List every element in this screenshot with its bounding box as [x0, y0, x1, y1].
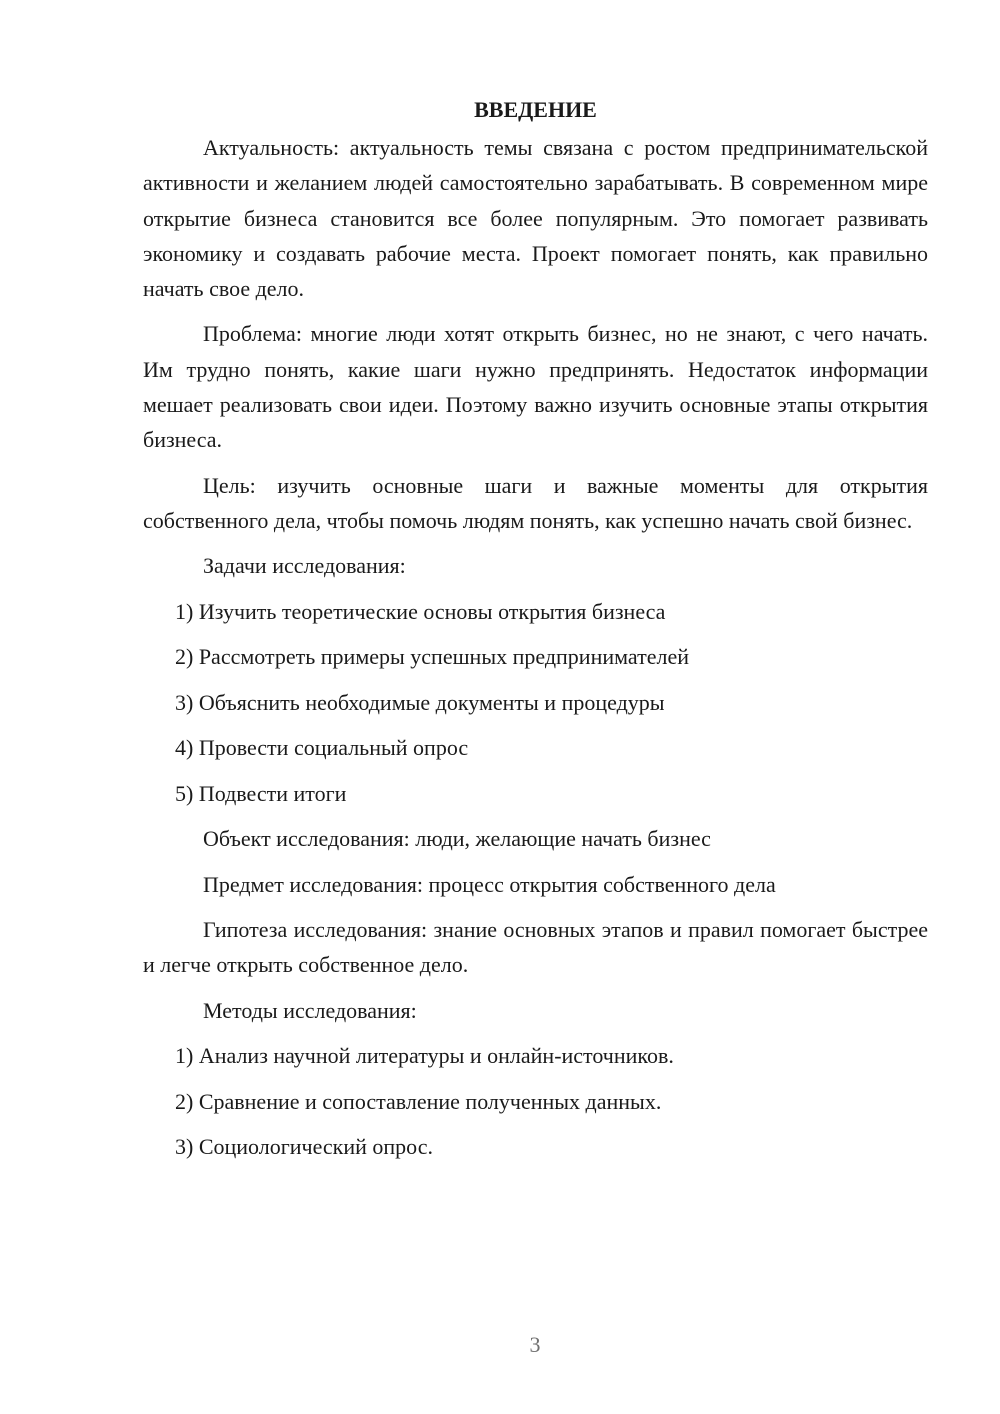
list-item: 4) Провести социальный опрос [175, 735, 469, 761]
tasks-list [143, 594, 928, 811]
list-item: 3) Объяснить необходимые документы и процедуры [175, 689, 665, 715]
page-number: 3 [529, 1332, 541, 1357]
problem-paragraph: Проблема: многие люди хотят открыть бизнес, но не знают, с чего начать. Им трудно понять, какие шаги нужно предпринять. Недостаток информации мешает реализовать свои идеи. Поэтому важно изучить основные этапы открытия бизнеса. [143, 321, 928, 453]
list-item: 1) Анализ научной литературы и онлайн-источников. [175, 1043, 674, 1069]
document-page [143, 92, 928, 1175]
list-item: 5) Подвести итоги [175, 780, 347, 806]
section-heading: ВВЕДЕНИЕ [474, 97, 597, 122]
list-item: 2) Рассмотреть примеры успешных предпринимателей [175, 644, 689, 670]
object-line: Объект исследования: люди, желающие начать бизнес [203, 826, 711, 852]
hypothesis-paragraph: Гипотеза исследования: знание основных этапов и правил помогает быстрее и легче открыть собственное дело. [143, 917, 928, 978]
methods-label: Методы исследования: [203, 997, 417, 1023]
tasks-label: Задачи исследования: [203, 553, 406, 579]
list-item: 1) Изучить теоретические основы открытия бизнеса [175, 598, 666, 624]
relevance-paragraph: Актуальность: актуальность темы связана с ростом предпринимательской активности и желанием людей самостоятельно зарабатывать. В современном мире открытие бизнеса становится все более популярным. Это помогает развивать экономику и создавать рабочие места. Проект помогает понять, как правильно начать свое дело. [143, 135, 928, 302]
goal-paragraph: Цель: изучить основные шаги и важные моменты для открытия собственного дела, чтобы помочь людям понять, как успешно начать свой бизнес. [143, 472, 928, 533]
methods-list [143, 1038, 928, 1164]
list-item: 2) Сравнение и сопоставление полученных данных. [175, 1088, 662, 1114]
list-item: 3) Социологический опрос. [175, 1134, 433, 1160]
subject-line: Предмет исследования: процесс открытия собственного дела [203, 871, 776, 897]
